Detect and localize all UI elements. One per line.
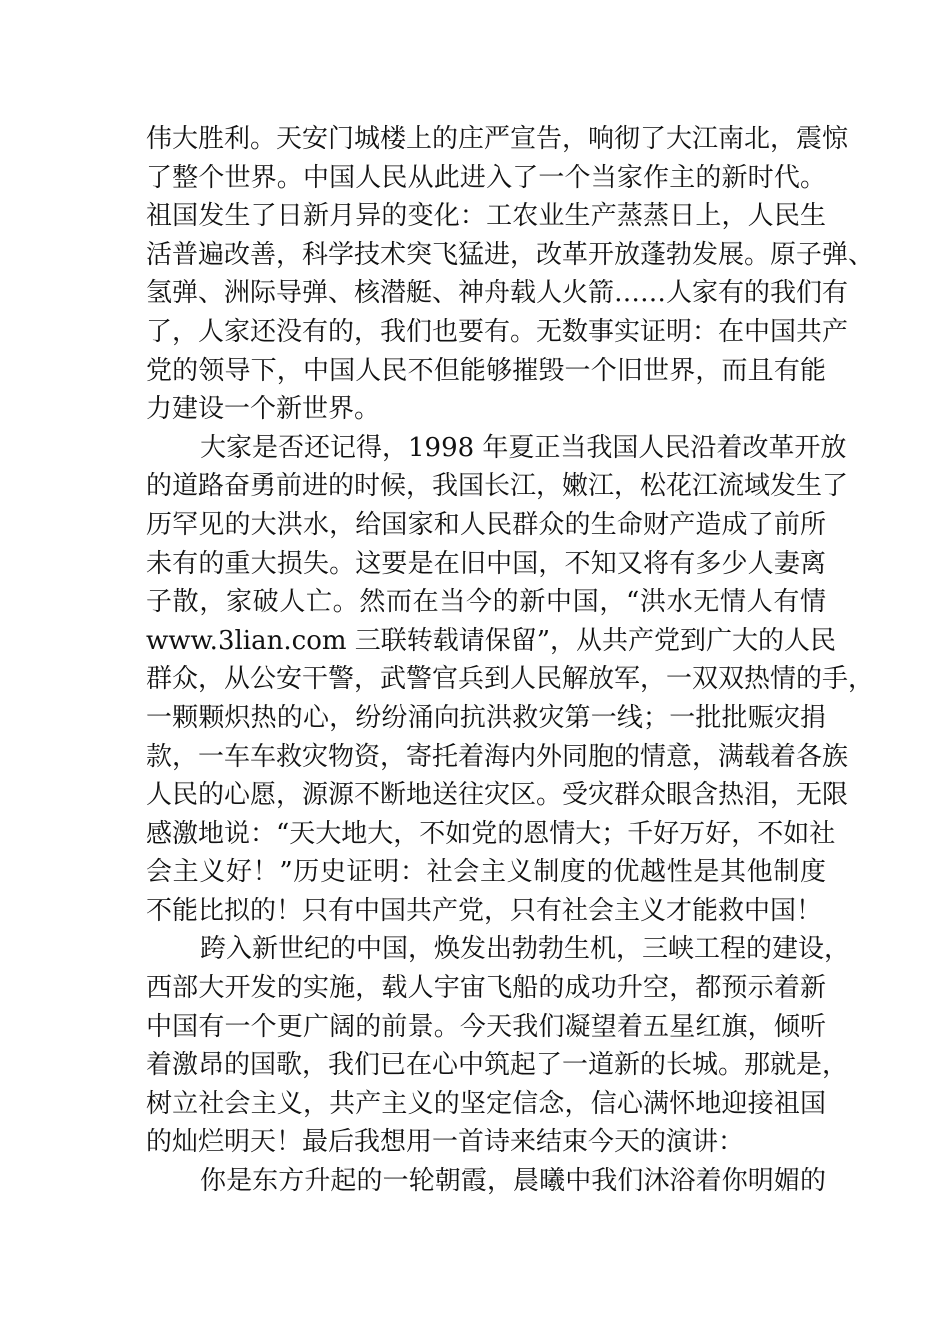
text-line: 中国有一个更广阔的前景。今天我们凝望着五星红旗，倾听 bbox=[146, 1011, 826, 1042]
text-line: 未有的重大损失。这要是在旧中国，不知又将有多少人妻离 bbox=[146, 548, 826, 579]
text-line: 着激昂的国歌，我们已在心中筑起了一道新的长城。那就是， bbox=[146, 1050, 849, 1081]
text-line: 活普遍改善，科学技术突飞猛进，改革开放蓬勃发展。原子弹、 bbox=[146, 239, 875, 270]
text-line: 一颗颗炽热的心，纷纷涌向抗洪救灾第一线；一批批赈灾捐 bbox=[146, 702, 826, 733]
text-line: 祖国发生了日新月异的变化：工农业生产蒸蒸日上，人民生 bbox=[146, 201, 826, 232]
text-line: 人民的心愿，源源不断地送往灾区。受灾群众眼含热泪，无限 bbox=[146, 780, 849, 811]
text-line: 的道路奋勇前进的时候，我国长江，嫩江，松花江流域发生了 bbox=[146, 471, 849, 502]
text-line: 西部大开发的实施，载人宇宙飞船的成功升空，都预示着新 bbox=[146, 973, 826, 1004]
text-line: 力建设一个新世界。 bbox=[146, 394, 381, 425]
text-line: 群众，从公安干警，武警官兵到人民解放军，一双双热情的手， bbox=[146, 664, 875, 695]
paragraph-first-line: 大家是否还记得，1998 年夏正当我国人民沿着改革开放 bbox=[200, 432, 847, 463]
text-line: 党的领导下，中国人民不但能够摧毁一个旧世界，而且有能 bbox=[146, 355, 826, 386]
text-line: 氢弹、洲际导弹、核潜艇、神舟载人火箭……人家有的我们有 bbox=[146, 278, 849, 309]
text-line: 感激地说：“天大地大，不如党的恩情大；千好万好，不如社 bbox=[146, 818, 836, 849]
text-line: 了整个世界。中国人民从此进入了一个当家作主的新时代。 bbox=[146, 162, 826, 193]
text-line: 的灿烂明天！最后我想用一首诗来结束今天的演讲： bbox=[146, 1127, 745, 1158]
text-line: 树立社会主义，共产主义的坚定信念，信心满怀地迎接祖国 bbox=[146, 1088, 826, 1119]
text-line: www.3lian.com 三联转载请保留”，从共产党到广大的人民 bbox=[146, 625, 837, 656]
text-line: 伟大胜利。天安门城楼上的庄严宣告，响彻了大江南北，震惊 bbox=[146, 124, 849, 154]
text-line: 不能比拟的！只有中国共产党，只有社会主义才能救中国！ bbox=[146, 895, 823, 926]
text-line: 了，人家还没有的，我们也要有。无数事实证明：在中国共产 bbox=[146, 316, 849, 347]
speech-text bbox=[146, 120, 875, 1201]
text-line: 子散，家破人亡。然而在当今的新中国，“洪水无情人有情 bbox=[146, 587, 826, 618]
paragraph-first-line: 你是东方升起的一轮朝霞，晨曦中我们沐浴着你明媚的 bbox=[200, 1166, 826, 1197]
text-line: 历罕见的大洪水，给国家和人民群众的生命财产造成了前所 bbox=[146, 509, 826, 540]
text-line: 款，一车车救灾物资，寄托着海内外同胞的情意，满载着各族 bbox=[146, 741, 849, 772]
text-line: 会主义好！”历史证明：社会主义制度的优越性是其他制度 bbox=[146, 857, 826, 888]
paragraph-first-line: 跨入新世纪的中国，焕发出勃勃生机，三峡工程的建设， bbox=[200, 934, 851, 965]
